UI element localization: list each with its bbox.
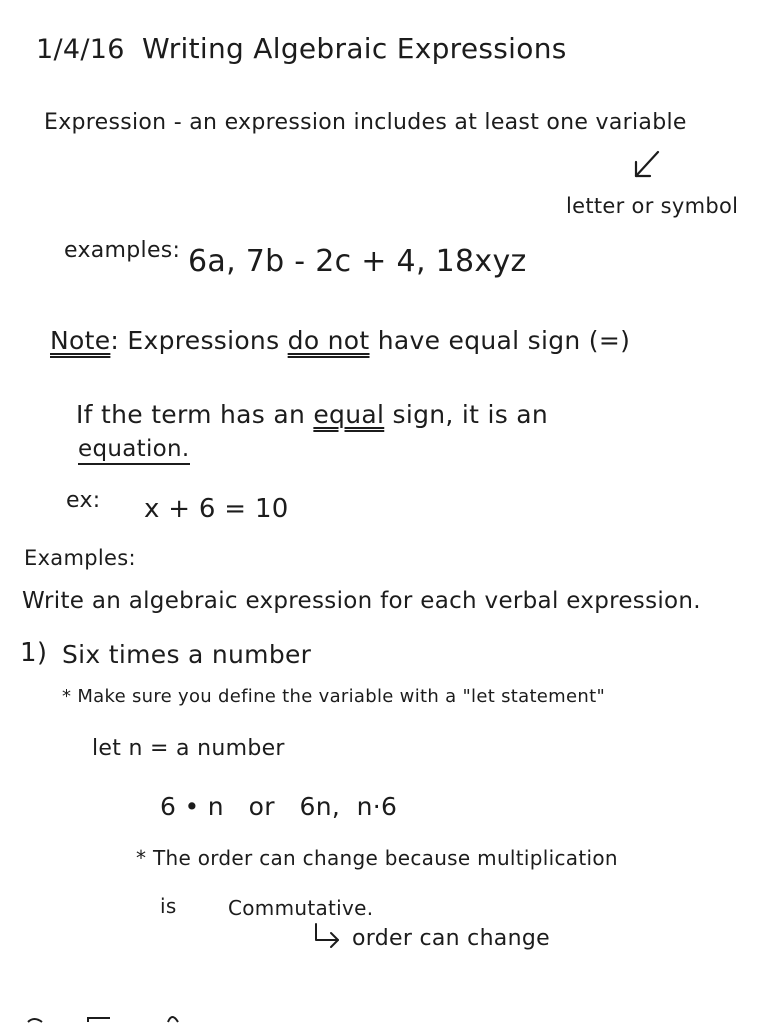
date: 1/4/16 [36,34,125,65]
arrow-down-left-icon [626,146,666,186]
definition-line [44,110,687,135]
equation-word: equation. [78,436,190,465]
note-colon: : [110,326,120,355]
examples-heading: Examples: [24,546,136,570]
order-note-line3: order can change [352,926,550,951]
examples-items: 6a, 7b - 2c + 4, 18xyz [188,244,527,279]
definition-text: an expression includes at least one variable [189,110,687,135]
note-post: have equal sign (=) [377,326,631,355]
let-statement: let n = a number [92,736,285,761]
order-note-is: is [160,894,177,918]
ex-equation: x + 6 = 10 [144,494,289,524]
note-pre: Expressions [127,326,280,355]
note-label: Note [50,326,111,355]
definition-term: Expression [44,110,167,135]
answer: 6 • n or 6n, n·6 [160,792,398,821]
order-note-commutative: Commutative. [228,896,374,920]
note-line [50,326,630,355]
return-arrow-icon [312,922,342,950]
problem-tip: * Make sure you define the variable with a "let statement" [62,686,606,707]
order-note-line1: * The order can change because multiplication [136,846,618,870]
definition-annotation: letter or symbol [566,194,739,218]
ex-label: ex: [66,488,101,513]
examples-label: examples: [64,238,181,263]
equation-note-post: sign, it is an [392,400,549,429]
note-emph: do not [287,326,370,355]
page-title: Writing Algebraic Expressions [142,32,567,65]
equation-note-pre: If the term has an [76,400,306,429]
equation-note-emph: equal [313,400,385,429]
equation-note-line2 [78,436,190,462]
problem-text: Six times a number [62,640,312,669]
examples-line [64,238,180,263]
problem-number: 1) [20,638,48,668]
cut-off-handwriting [18,1006,278,1024]
definition-dash: - [173,110,182,135]
equation-note-line1 [76,400,548,429]
instruction: Write an algebraic expression for each verbal expression. [22,588,701,614]
